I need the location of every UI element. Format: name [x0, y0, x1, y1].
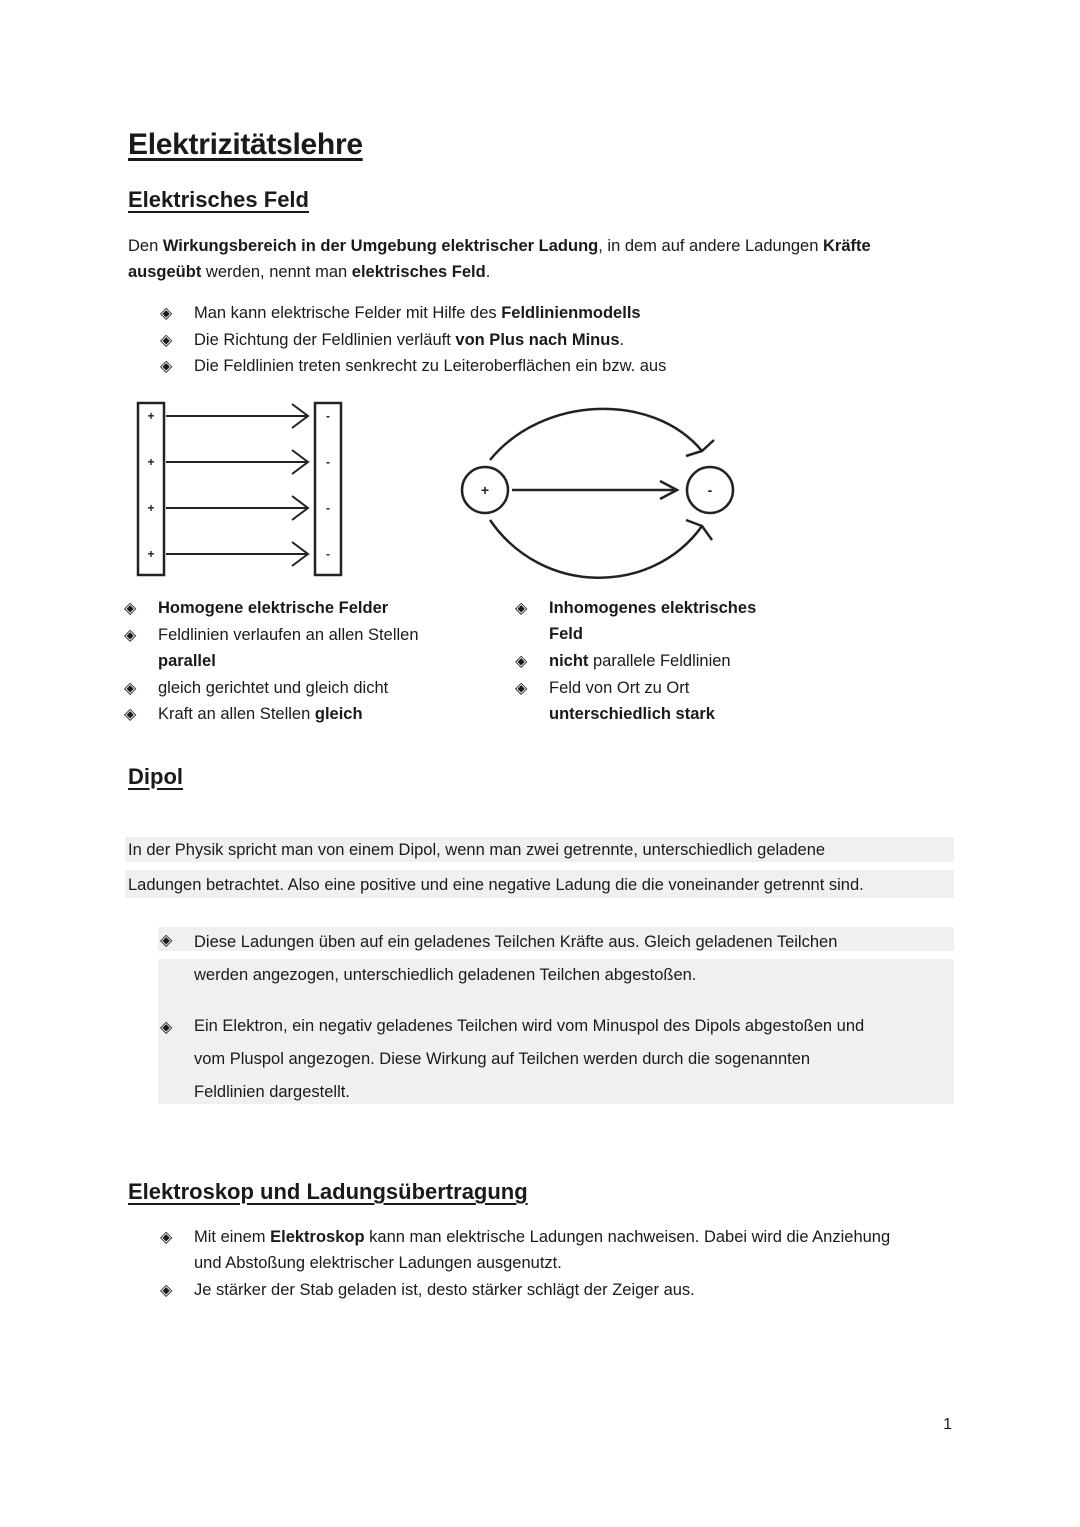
text-run: Man kann elektrische Felder mit Hilfe des [194, 304, 502, 322]
diamond-bullet-icon: ◈ [515, 677, 528, 697]
text-run: von Plus nach Minus [455, 330, 620, 349]
diamond-bullet-icon: ◈ [515, 651, 528, 670]
text-run: parallel [158, 651, 216, 670]
text-run: kann man elektrische Ladungen nachweisen. Dabei wird die Anziehung und Abstoßung elektrischer Ladungen ausgenutzt. [194, 1228, 891, 1272]
text-run: Homogene elektrische Felder [158, 599, 389, 617]
section-heading-elektrisches-feld: Elektrisches Feld [128, 187, 309, 212]
diamond-bullet-icon: ◈ [160, 303, 173, 322]
bullet-text [194, 304, 641, 322]
bullet-item [158, 353, 954, 379]
diamond-bullet-icon: ◈ [160, 1017, 173, 1036]
text-run: elektrisches Feld [351, 263, 486, 281]
text-run: Die Richtung der Feldlinien verläuft [194, 330, 456, 349]
page-number: 1 [943, 1416, 952, 1433]
text-run: Feldlinien verlaufen an allen Stellen [158, 625, 419, 644]
inhomogeneous-field-diagram [452, 396, 752, 582]
bullet-text [194, 1281, 695, 1299]
text-run: Den [128, 237, 163, 255]
bullet-text [549, 652, 731, 670]
diamond-bullet-icon: ◈ [160, 1227, 173, 1246]
minus-sign: - [707, 482, 713, 498]
diamond-bullet-icon: ◈ [160, 930, 173, 949]
bullet-item [158, 327, 954, 353]
diamond-bullet-icon: ◈ [160, 356, 173, 375]
bullet-text [158, 626, 419, 670]
intro-paragraph [128, 233, 928, 285]
bullet-text [549, 599, 756, 643]
text-run: unterschiedlich stark [549, 704, 715, 723]
text-run: Mit einem [194, 1228, 271, 1246]
bullet-item [122, 622, 458, 674]
text-run: . [619, 330, 625, 349]
bullet-item [513, 595, 789, 647]
text-run: Ladung [538, 237, 599, 255]
plus-sign: + [147, 455, 155, 469]
section-heading-dipol: Dipol [128, 764, 183, 789]
diamond-bullet-icon: ◈ [160, 329, 173, 349]
bullet-text [194, 1228, 890, 1272]
diamond-bullet-icon: ◈ [124, 624, 137, 644]
section-heading-elektroskop: Elektroskop und Ladungsübertragung [128, 1179, 528, 1204]
dipol-bullet-2-line-2: vom Pluspol angezogen. Diese Wirkung auf Teilchen werden durch die sogenannten [194, 1050, 811, 1068]
text-run: Wirkungsbereich in der Umgebung elektrischer [162, 237, 535, 255]
text-run: , in dem auf andere Ladungen [598, 237, 823, 255]
dipol-bullet-1-line-2: werden angezogen, unterschiedlich geladenen Teilchen abgestoßen. [194, 966, 697, 984]
bullet-item [158, 300, 954, 326]
homogeneous-field-diagram [130, 396, 350, 582]
text-run: Feld von Ort zu Ort [549, 678, 690, 697]
bullet-item [158, 1224, 914, 1276]
diamond-bullet-icon: ◈ [124, 677, 137, 697]
text-run: Inhomogenes elektrisches Feld [549, 599, 757, 643]
dipol-bullet-2-line-3: Feldlinien dargestellt. [194, 1083, 350, 1101]
diamond-bullet-icon: ◈ [160, 1280, 173, 1299]
bullet-text [158, 705, 363, 723]
minus-sign: - [326, 455, 330, 469]
text-run: Elektroskop [270, 1228, 365, 1246]
text-run: gleich [314, 705, 363, 723]
text-run: Kraft an allen Stellen [158, 705, 315, 723]
text-run: Je stärker der Stab geladen ist, desto stärker schlägt der Zeiger aus. [194, 1281, 695, 1299]
bullet-item [513, 675, 789, 727]
bullet-text [194, 331, 624, 349]
bullet-item [513, 648, 789, 674]
bullet-text [158, 679, 388, 697]
text-run: werden, nennt man [201, 263, 352, 281]
bullet-text [194, 357, 666, 375]
plus-sign: + [147, 547, 155, 561]
upper-field-line [490, 409, 702, 460]
minus-sign: - [326, 409, 330, 423]
page-title: Elektrizitätslehre [128, 128, 363, 161]
text-run: Die Feldlinien treten senkrecht zu Leiteroberflächen ein bzw. aus [194, 357, 667, 375]
minus-sign: - [326, 547, 330, 561]
diamond-bullet-icon: ◈ [515, 598, 528, 617]
dipol-bullet-1-line-1: Diese Ladungen üben auf ein geladenes Teilchen Kräfte aus. Gleich geladenen Teilchen [194, 933, 838, 951]
dipol-intro-line-2: Ladungen betrachtet. Also eine positive und eine negative Ladung die die voneinander getrennt sind. [125, 870, 954, 898]
text-run: nicht [549, 652, 589, 670]
plus-sign: + [147, 501, 155, 515]
bullet-item [158, 1277, 914, 1303]
plus-sign: + [147, 409, 155, 423]
bullet-item [122, 595, 458, 621]
text-run: gleich gerichtet und gleich dicht [158, 678, 389, 697]
bullet-text [158, 599, 388, 617]
dipol-intro-line-1: In der Physik spricht man von einem Dipol, wenn man zwei getrennte, unterschiedlich geladene [125, 837, 954, 862]
minus-sign: - [326, 501, 330, 515]
dipol-bullet-2-line-1: Ein Elektron, ein negativ geladenes Teilchen wird vom Minuspol des Dipols abgestoßen und [194, 1017, 865, 1035]
dipol-bullet-2 [158, 1010, 974, 1109]
dipol-bullet-1 [158, 926, 954, 992]
lower-field-line [490, 520, 702, 578]
bullet-item [122, 675, 458, 701]
diamond-bullet-icon: ◈ [124, 598, 137, 617]
bullet-item [122, 701, 458, 727]
bullet-text [549, 679, 715, 723]
text-run: . [485, 263, 491, 281]
text-run: parallele Feldlinien [588, 652, 731, 670]
diamond-bullet-icon: ◈ [124, 704, 137, 723]
plus-sign: + [480, 482, 490, 498]
text-run: Feldlinienmodells [501, 304, 641, 322]
text-run: Kräfte ausgeübt [128, 237, 871, 281]
